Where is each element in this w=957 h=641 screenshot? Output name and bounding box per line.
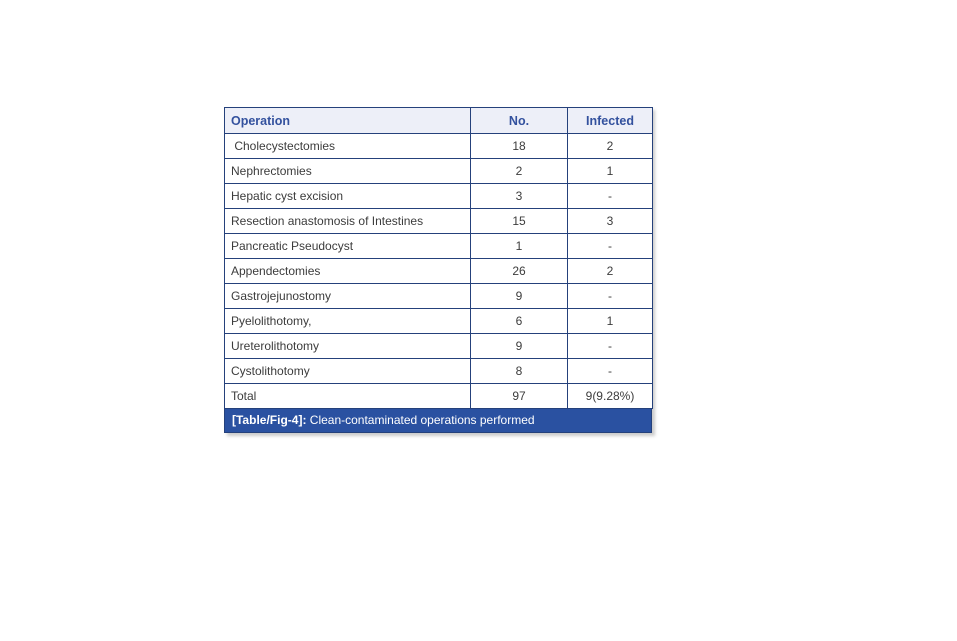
no-cell: 26	[471, 259, 568, 284]
table-row	[225, 309, 653, 334]
table-row	[225, 159, 653, 184]
infected-cell: -	[568, 359, 653, 384]
operation-cell: Nephrectomies	[225, 159, 471, 184]
no-cell: 9	[471, 334, 568, 359]
operation-cell: Resection anastomosis of Intestines	[225, 209, 471, 234]
infected-cell: -	[568, 334, 653, 359]
column-header-operation: Operation	[225, 108, 471, 134]
table-row	[225, 359, 653, 384]
infected-cell: 1	[568, 159, 653, 184]
table-row	[225, 234, 653, 259]
no-cell: 9	[471, 284, 568, 309]
no-cell: 1	[471, 234, 568, 259]
no-cell: 3	[471, 184, 568, 209]
infected-cell: 2	[568, 259, 653, 284]
no-cell: 15	[471, 209, 568, 234]
infected-cell: 9(9.28%)	[568, 384, 653, 409]
column-header-no: No.	[471, 108, 568, 134]
infected-cell: -	[568, 284, 653, 309]
table-row	[225, 334, 653, 359]
infected-cell: 3	[568, 209, 653, 234]
operations-table	[224, 107, 653, 409]
table-row-total	[225, 384, 653, 409]
no-cell: 2	[471, 159, 568, 184]
infected-cell: 2	[568, 134, 653, 159]
no-cell: 97	[471, 384, 568, 409]
operation-cell: Appendectomies	[225, 259, 471, 284]
no-cell: 8	[471, 359, 568, 384]
no-cell: 18	[471, 134, 568, 159]
table-row	[225, 184, 653, 209]
infected-cell: 1	[568, 309, 653, 334]
infected-cell: -	[568, 184, 653, 209]
column-header-infected: Infected	[568, 108, 653, 134]
operation-cell: Ureterolithotomy	[225, 334, 471, 359]
operation-cell: Gastrojejunostomy	[225, 284, 471, 309]
table-row	[225, 134, 653, 159]
table-caption	[224, 409, 652, 433]
caption-text: Clean-contaminated operations performed	[306, 413, 535, 427]
table-figure	[224, 107, 652, 433]
table-row	[225, 259, 653, 284]
table-row	[225, 209, 653, 234]
operation-cell: Hepatic cyst excision	[225, 184, 471, 209]
no-cell: 6	[471, 309, 568, 334]
infected-cell: -	[568, 234, 653, 259]
table-header-row	[225, 108, 653, 134]
caption-label: [Table/Fig-4]:	[232, 413, 307, 427]
operation-cell: Pyelolithotomy,	[225, 309, 471, 334]
operation-cell: Cholecystectomies	[225, 134, 471, 159]
operation-cell: Pancreatic Pseudocyst	[225, 234, 471, 259]
operation-cell: Total	[225, 384, 471, 409]
operation-cell: Cystolithotomy	[225, 359, 471, 384]
table-row	[225, 284, 653, 309]
